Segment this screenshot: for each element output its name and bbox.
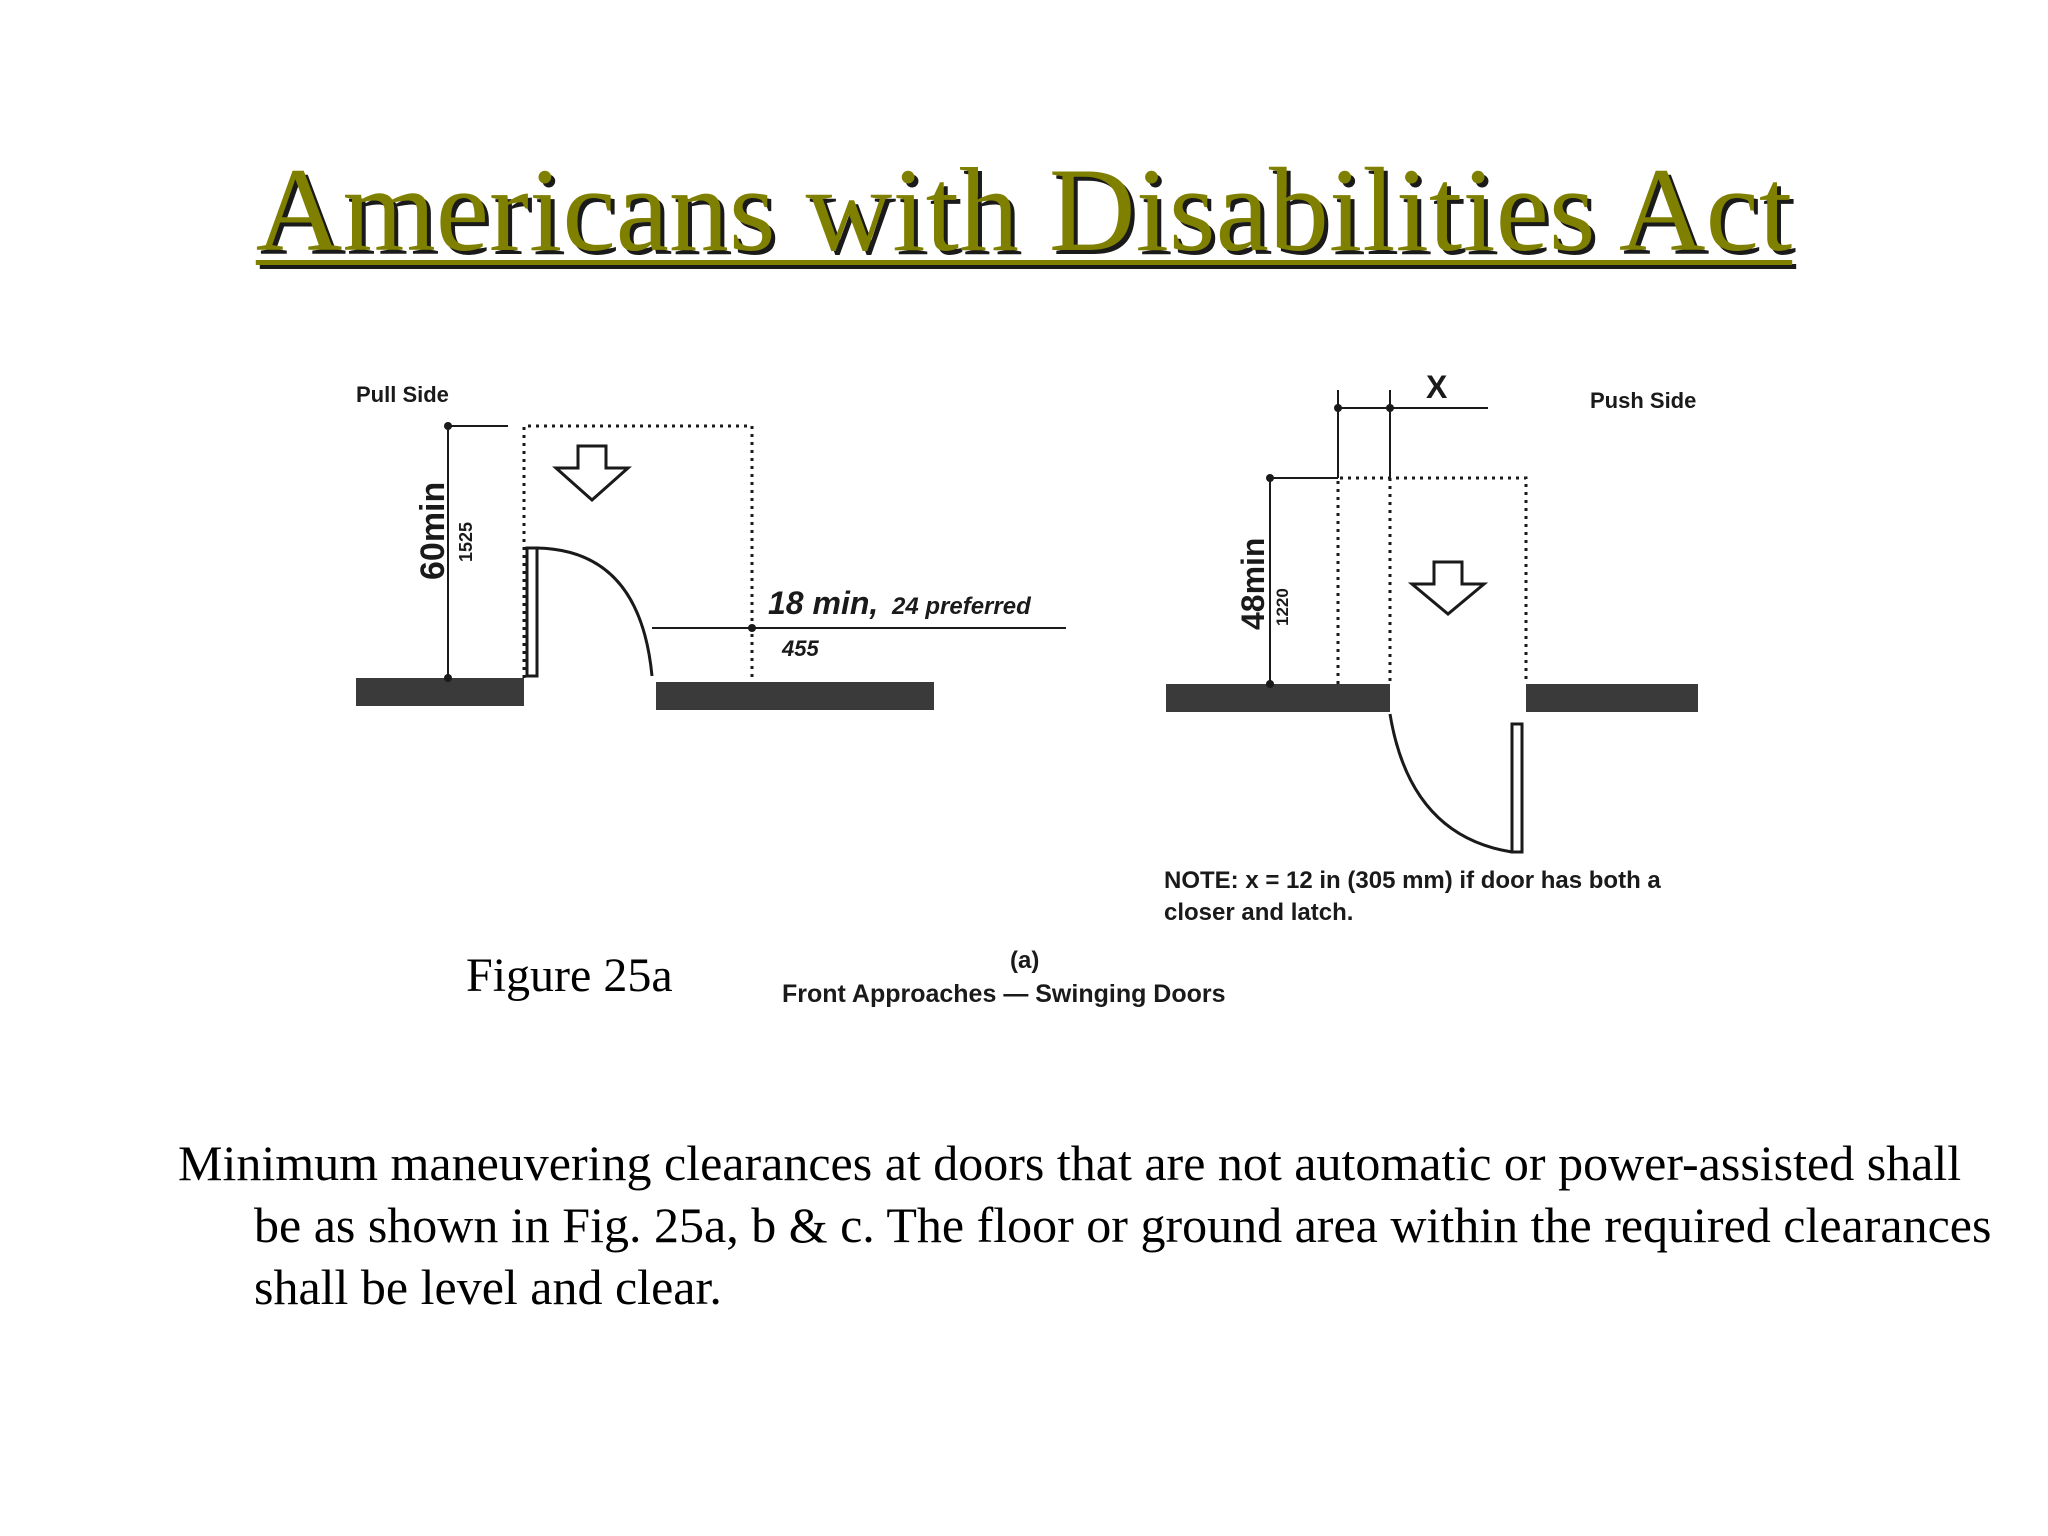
pull-door-leaf bbox=[527, 548, 537, 676]
push-side-label: Push Side bbox=[1590, 388, 1697, 413]
push-x-dot-left bbox=[1334, 404, 1342, 412]
pull-clearance-min: 18 min, bbox=[768, 585, 879, 621]
push-x-label: X bbox=[1426, 369, 1448, 405]
pull-height-mm: 1525 bbox=[456, 521, 476, 562]
push-direction-arrow bbox=[1412, 562, 1484, 614]
slide-title: Americans with Disabilities Act bbox=[255, 143, 1793, 276]
pull-clearance-preferred: 24 preferred bbox=[892, 593, 1031, 620]
push-wall-right bbox=[1526, 684, 1698, 712]
pull-height-dot-bottom bbox=[444, 674, 452, 682]
push-height-mm: 1220 bbox=[1273, 588, 1292, 626]
pull-side-label: Pull Side bbox=[356, 382, 449, 407]
push-height-label: 48min bbox=[1235, 537, 1271, 630]
pull-wall-right bbox=[656, 682, 934, 710]
push-x-dot-right bbox=[1386, 404, 1394, 412]
pull-direction-arrow bbox=[556, 446, 628, 500]
push-clearance-zone bbox=[1338, 478, 1526, 684]
push-height-dot-bottom bbox=[1266, 680, 1274, 688]
push-door-swing bbox=[1390, 714, 1512, 852]
push-height-dot-top bbox=[1266, 474, 1274, 482]
sub-figure-letter: (a) bbox=[1010, 947, 1040, 974]
pull-door-swing bbox=[537, 548, 652, 676]
sub-figure-caption: Front Approaches — Swinging Doors bbox=[782, 980, 1226, 1008]
pull-height-dot-top bbox=[444, 422, 452, 430]
push-note-line2: closer and latch. bbox=[1164, 899, 1354, 926]
pull-clearance-dot bbox=[748, 624, 756, 632]
pull-height-label: 60min bbox=[414, 481, 452, 580]
push-note-line1: NOTE: x = 12 in (305 mm) if door has both a bbox=[1164, 867, 1661, 894]
pull-wall-left bbox=[356, 678, 524, 706]
push-door-leaf bbox=[1512, 724, 1522, 852]
figure-caption: Figure 25a bbox=[466, 949, 673, 1002]
pull-clearance-zone bbox=[524, 426, 752, 682]
pull-clearance-mm: 455 bbox=[782, 636, 819, 661]
push-wall-left bbox=[1166, 684, 1390, 712]
body-paragraph: Minimum maneuvering clearances at doors that are not automatic or power-assisted shall be as shown in Fig. 25a, b & c. The floor or ground area within the required clearances shall be level and clear. bbox=[178, 1135, 1992, 1315]
